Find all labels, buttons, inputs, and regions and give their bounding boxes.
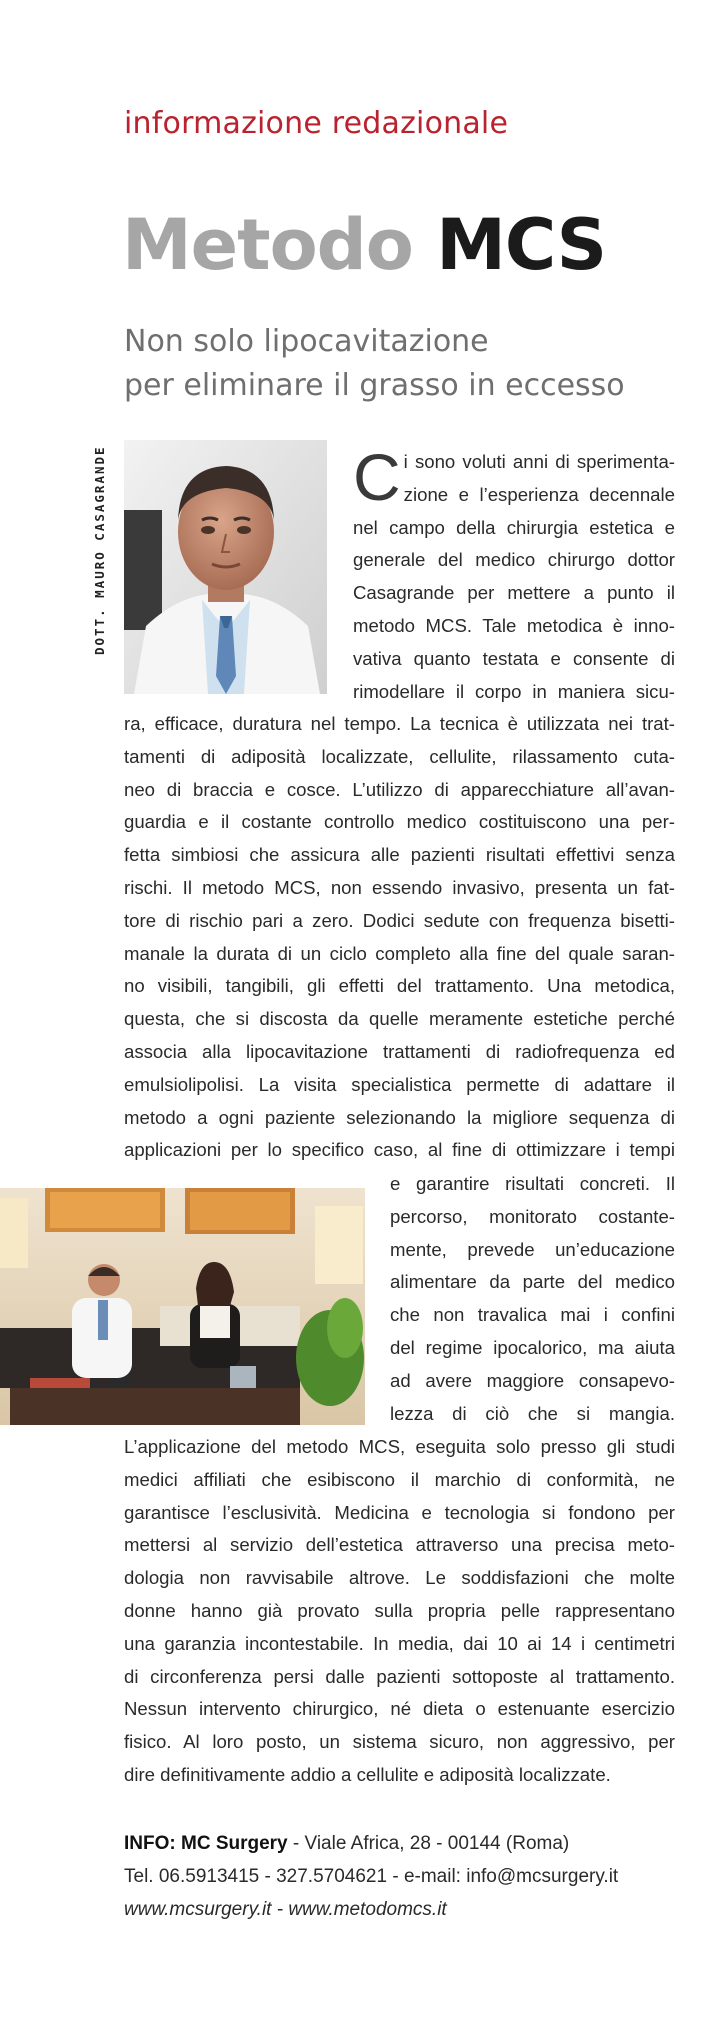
office-consultation-photo [0,1188,365,1425]
text-line: del regime ipocalorico, ma aiuta [390,1336,675,1358]
contact-info [124,1827,684,1926]
article-subtitle [124,320,684,408]
article-column-middle [390,1168,675,1430]
text-line: rischi. Il metodo MCS, non essendo invasivo, presenta un fat- [124,876,675,898]
text-line: L’applicazione del metodo MCS, eseguita solo presso gli studi [124,1436,675,1457]
text-line: medici affiliati che esibiscono il marchio di conformità, ne [124,1468,675,1490]
text-line: ra, efficace, duratura nel tempo. La tecnica è utilizzata nei trat- [124,713,675,734]
doctor-portrait-illustration [124,440,327,694]
subtitle-line: per eliminare il grasso in eccesso [124,368,625,403]
text-line: no visibili, tangibili, gli effetti del trattamento. Una metodica, [124,975,675,997]
text-line: ad avere maggiore consapevo- [390,1369,675,1391]
text-line: dologia non ravvisabile altrove. Le soddisfazioni che molte [124,1567,675,1589]
title-part-mcs: MCS [436,204,607,286]
text-line: fetta simbiosi che assicura alle pazienti risultati effettivi senza [124,844,675,866]
text-line: alimentare da parte del medico [390,1271,675,1293]
text-line: mente, prevede un’educazione [390,1238,675,1260]
subtitle-line: Non solo lipocavitazione [124,324,489,359]
text-line: applicazioni per lo specifico caso, al fine di ottimizzare i tempi [124,1139,675,1161]
text-line: questa, che si discosta da quelle meramente estetiche perché [124,1008,675,1030]
title-part-method: Metodo [122,204,413,286]
article-title [122,205,606,285]
text-line: Casagrande per mettere a punto il [353,582,675,604]
contact-label: INFO: MC Surgery [124,1833,288,1854]
contact-address-line [124,1827,684,1860]
contact-websites: www.mcsurgery.it - www.metodomcs.it [124,1899,447,1920]
text-line: garantisce l’esclusività. Medicina e tecnologia si fondono per [124,1501,675,1523]
text-line: neo di braccia e cosce. L’utilizzo di apparecchiature all’avan- [124,778,675,800]
text-line: generale del medico chirurgo dottor [353,549,675,571]
text-line: tamenti di adiposità localizzate, cellulite, rilassamento cuta- [124,745,675,767]
text-line: Nessun intervento chirurgico, né dieta o estenuante esercizio [124,1698,675,1720]
text-line: di circonferenza persi dalle pazienti sottoposte al trattamento. [124,1665,675,1687]
article-column-top [353,440,675,708]
contact-phone-email: Tel. 06.5913415 - 327.5704621 - e-mail: info@mcsurgery.it [124,1866,619,1887]
text-line: manale la durata di un ciclo completo alla fine del quale saran- [124,942,675,964]
doctor-portrait-photo [124,440,327,694]
text-line: tore di rischio pari a zero. Dodici sedute con frequenza bisetti- [124,909,675,931]
text-line: donne hanno già provato sulla propria pelle rappresentano [124,1599,675,1621]
contact-address: - Viale Africa, 28 - 00144 (Roma) [287,1833,570,1854]
text-line: percorso, monitorato costante- [390,1205,675,1227]
text-line: guardia e il costante controllo medico costituiscono una per- [124,811,675,833]
text-line: metodo a ogni paziente selezionando la migliore sequenza di [124,1106,675,1128]
office-scene-illustration [0,1188,365,1425]
drop-cap: C [353,440,401,514]
text-line: nel campo della chirurgia estetica e [353,516,675,538]
text-line: zione e l’esperienza decennale [403,483,675,505]
text-line: dire definitivamente addio a cellulite e adiposità localizzate. [124,1763,611,1785]
section-kicker: informazione redazionale [124,106,509,141]
text-line: fisico. Al loro posto, un sistema sicuro, non aggressivo, per [124,1731,675,1753]
text-line: metodo MCS. Tale metodica è inno- [353,614,675,636]
article-body-closing [124,1431,675,1792]
text-line: una garanzia incontestabile. In media, dai 10 ai 14 i centimetri [124,1632,675,1654]
text-line: e garantire risultati concreti. Il [390,1173,675,1194]
text-line: i sono voluti anni di sperimenta- [403,451,675,472]
text-line: associa alla lipocavitazione trattamenti di radiofrequenza ed [124,1040,675,1062]
text-line: lezza di ciò che si mangia. [390,1402,675,1424]
text-line: vativa quanto testata e consente di [353,647,675,669]
text-line: emulsiolipolisi. La visita specialistica permette di adattare il [124,1073,675,1095]
text-line: mettersi al servizio dell’estetica attraverso una precisa meto- [124,1534,675,1556]
text-line: che non travalica mai i confini [390,1304,675,1326]
article-body-main [124,708,675,1167]
portrait-caption: DOTT. MAURO CASAGRANDE [92,445,107,655]
text-line: rimodellare il corpo in maniera sicu- [353,680,675,702]
